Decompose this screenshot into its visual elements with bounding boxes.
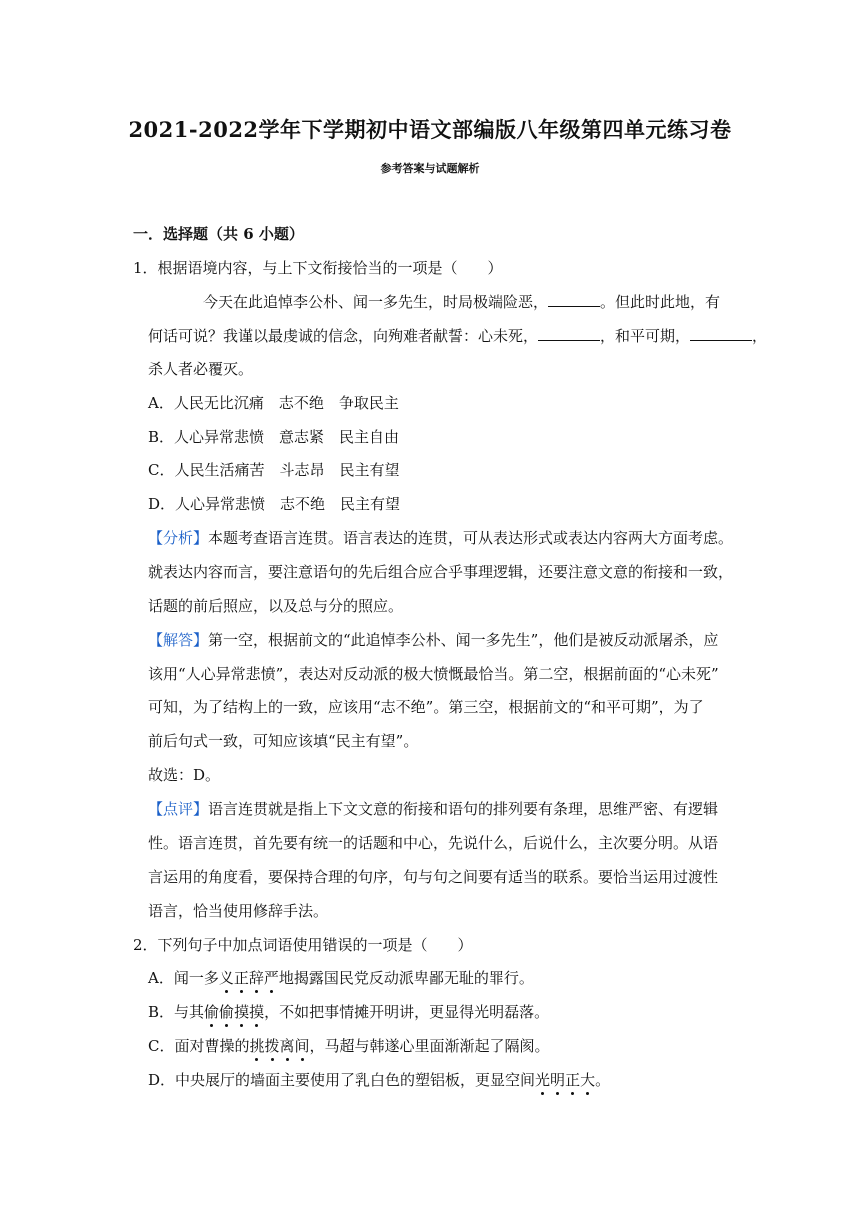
q2-option-d: [148, 1070, 610, 1090]
answer-tag: 【解答】: [148, 631, 209, 649]
q1-passage-text: ，: [752, 327, 768, 345]
comment-text: 语言连贯就是指上下文文意的衔接和语句的排列要有条理，思维严密、有逻辑: [208, 800, 719, 818]
q1-option-a: A．人民无比沉痛 志不绝 争取民主: [148, 394, 399, 412]
q1-option-c: C．人民生活痛苦 斗志昂 民主有望: [148, 461, 400, 479]
question-1-stem: 1．根据语境内容，与上下文衔接恰当的一项是（ ）: [133, 259, 503, 277]
option-text: 地揭露国民党反动派卑鄙无耻的罪行。: [278, 969, 534, 987]
dotted-char: 偷: [219, 1003, 235, 1021]
q1-analysis-line-2: 就表达内容而言，要注意语句的先后组合应合乎事理逻辑，还要注意文意的衔接和一致，: [148, 563, 734, 581]
question-2-stem: 2．下列句子中加点词语使用错误的一项是（ ）: [133, 936, 473, 954]
fill-blank-2: [538, 326, 600, 341]
dotted-char: 大: [580, 1071, 596, 1089]
dotted-char: 挑: [249, 1037, 265, 1055]
analysis-text: 本题考查语言连贯。语言表达的连贯，可从表达形式或表达内容两大方面考虑。: [208, 529, 734, 547]
document-subtitle: 参考答案与试题解析: [380, 162, 480, 175]
q2-option-c: [148, 1036, 550, 1056]
q1-answer-line-2: 该用“人心异常悲愤”，表达对反动派的极大愤慨最恰当。第二空，根据前面的“心未死”: [148, 665, 719, 683]
comment-tag: 【点评】: [148, 800, 209, 818]
option-text: C．面对曹操的: [148, 1037, 250, 1055]
dotted-char: 正: [233, 969, 249, 987]
dotted-char: 严: [263, 969, 279, 987]
dotted-char: 摸: [249, 1003, 265, 1021]
q1-answer-line-4: 前后句式一致，可知应该填“民主有望”。: [148, 732, 419, 750]
q2-option-b: [148, 1002, 549, 1022]
q1-passage-line-1: [203, 292, 720, 312]
q2-option-a: [148, 968, 534, 988]
q1-passage-line-3: 杀人者必覆灭。: [148, 360, 254, 378]
dotted-char: 间: [294, 1037, 310, 1055]
dotted-char: 离: [279, 1037, 295, 1055]
option-text: ，马超与韩遂心里面渐渐起了隔阂。: [309, 1037, 550, 1055]
q1-passage-line-2: [148, 326, 767, 346]
dotted-char: 辞: [248, 969, 264, 987]
q1-comment-line-3: 言运用的角度看，要保持合理的句序，句与句之间要有适当的联系。要恰当运用过渡性: [148, 868, 719, 886]
q1-comment-line-1: [148, 799, 718, 819]
q1-choice: 故选：D。: [148, 766, 221, 784]
fill-blank-1: [548, 292, 600, 307]
q1-passage-text: 。但此时此地，有: [600, 293, 721, 311]
section-heading: 一．选择题（共 6 小题）: [133, 225, 304, 243]
q1-passage-text: 何话可说？我谨以最虔诚的信念，向殉难者献誓：心未死，: [148, 327, 539, 345]
dotted-char: 偷: [204, 1003, 220, 1021]
dotted-char: 明: [550, 1071, 566, 1089]
q1-comment-line-2: 性。语言连贯，首先要有统一的话题和中心，先说什么，后说什么，主次要分明。从语: [148, 834, 719, 852]
q1-option-b: B．人心异常悲愤 意志紧 民主自由: [148, 428, 400, 446]
dotted-char: 拨: [264, 1037, 280, 1055]
dotted-char: 义: [218, 969, 234, 987]
option-text: A．闻一多: [148, 969, 219, 987]
q1-option-d: D．人心异常悲愤 志不绝 民主有望: [148, 495, 401, 513]
fill-blank-3: [690, 326, 752, 341]
option-text: 。: [595, 1071, 611, 1089]
analysis-tag: 【分析】: [148, 529, 209, 547]
option-text: D．中央展厅的墙面主要使用了乳白色的塑铝板，更显空间: [148, 1071, 536, 1089]
q1-comment-line-4: 语言，恰当使用修辞手法。: [148, 902, 329, 920]
dotted-char: 光: [535, 1071, 551, 1089]
q1-passage-text: ，和平可期，: [600, 327, 691, 345]
q1-answer-line-1: [148, 630, 718, 650]
q1-analysis-line-3: 话题的前后照应，以及总与分的照应。: [148, 597, 404, 615]
q1-passage-text: 今天在此追悼李公朴、闻一多先生，时局极端险恶，: [203, 293, 549, 311]
option-text: B．与其: [148, 1003, 205, 1021]
dotted-char: 正: [565, 1071, 581, 1089]
q1-analysis-line-1: [148, 528, 733, 548]
answer-text: 第一空，根据前文的“此追悼李公朴、闻一多先生”，他们是被反动派屠杀，应: [208, 631, 719, 649]
document-title: 2021-2022学年下学期初中语文部编版八年级第四单元练习卷: [128, 117, 732, 142]
q1-answer-line-3: 可知，为了结构上的一致，应该用“志不绝”。第三空，根据前文的“和平可期”，为了: [148, 698, 704, 716]
dotted-char: 摸: [234, 1003, 250, 1021]
option-text: ，不如把事情摊开明讲，更显得光明磊落。: [264, 1003, 550, 1021]
